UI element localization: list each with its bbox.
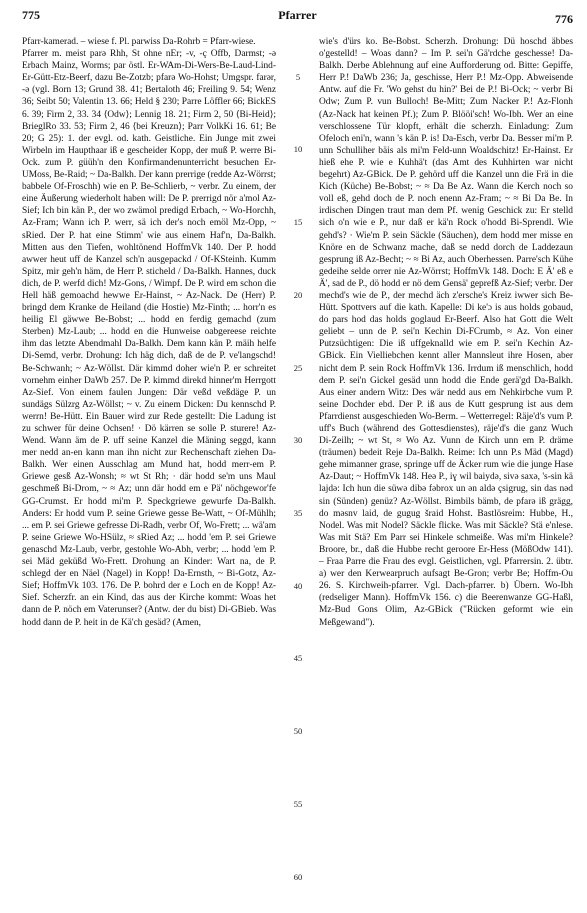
page-header: [22, 8, 573, 26]
page-number-left: 775: [22, 8, 40, 22]
line-number: 5: [295, 72, 301, 82]
line-number: 15: [293, 217, 303, 227]
entry-continuation: wie's d'ürs ko. Be-Bobst. Scherzh. Drohung: Dü hoschd äbbes o'gestelld! – Woas dann? – Im P. sei'n Gä'rdche geschesse! Da-Balkh. Derbe Ablehnung auf eine Aufforderung od. Bitte: Gepiffe, Herr P.! DaWb 236; Ja, geschisse, Herr P.! Mz-Opp. Abweisende Antw. auf die Fr. 'Wo gehst du hin?' Bei de P.! Bi-Ock; ~ verbr Bi Odw; Zum P. vun Bulloch! Be-Mitt; Zum Nacker P.! Az-Flonh (Az-Nack hat keinen Pf.); Zum P. Blööi'sch! Wo-Ibh. Wer an eine verschlossene Tür klopft, erhält die scherzh. Einladung: Zum Ofeloch eni'n, wann 's kän P. is! Da-Esch, verbr Da. Besser mi'm P. unn Schulliher bäis als mi'm Feld-unn Woaldschitz! Er-Hainst. Er hieß ehe P. wie e Kuhhä't (das Amt des Kuhhirten war nicht begehrt) Az-GBick. De P. gehörd uff die Kanzel unn die Frä in die Kich (Küche) Be-Bobst; ~ ≈ Da Be Az. Wann die Kerch noch so voll eß, gehd doch de P. noch enenn Az-Fram; ~ ≈ Bi Da Be. In irdischen Dingen traut man dem Pf. wenig Geschick zu: Er stelld sich o'n wie e P., nur daß er kä'n Rock o'hodd Bi-Sprendl. Wie gehd's? · Wie'm P. sein Säckle (Säuchen), dem hodd mer misse en Knöre en de Schwanz mache, daß se nedd dorch de Laddezaun gesprung iß Az-Becht; ~ ≈ Bi Az, auch Oberhessen. Parre'sch Kühe gedeihe selde orrer nie Az-Wörrst; HoffmVk 148. Doch: E Ä' eß e Ä', sad de P., dö hodd er nö dem Gensä' geprefß Az-Sief; verbr. Der mechd's wie de P., der mechd äch z'ersche's Kreiz iwwer sich Be-Hütt. Spottvers auf die kath. Kapelle: Di ke'ɔ is aus holds gobaud, do pars hod das holds goglaud Er-Beerf. Also hat Gott die Welt geliebt – unn de P. sei'n Kechin Di-FCrumb, ≈ Az. Von einer Putzsüchtigen: Die iß uffgeknalld wie em P. sei'n Kechin Az-GBick. Ein Vielliebchen kennt aller Mannsleut ihre Hosen, aber nicht dem P. sein Rock HoffmVk 136. Irrdum iß menschlich, hodd dem P. sei'n Gickel gesäd unn hodd die Ende gerä'gd Da-Balkh. Aus einer andern Witz: Des wär nedd aus em Nehkirbche vum P. seine Dochder ebd. Der P. iß aus de Kutt gesprung ist aus dem Pfarrdienst ausgeschieden Wo-Berm. – Wetterregel: Räje'd's vum P. uff's Buch (während des Gottesdienstes), räje'd's die ganz Wuch Di-Zeilh; ~ wt St, ≈ Wo Az. Vunn de Kirch unn em P. dräme (träumen) bedeit Reje Da-Balkh. Reime: Ich unn P.s Mäd (Magd) gehe mimanner grase, springe uff de Äcker rum wie die junge Hase Az-Daut; ~ HoffmVk 148. Heə P., iɣ wil baiydə, sivə saxə, 's-sin kä lajdə: Ich hun die süwə dibə fəbrox un ən aldə çsigrug, sin das nəd sin (Sünden) genüz? Az-Wöllst. Bimbils bämb, de pfarə iß grägg, do məsnv laid, de gugug šraid Hohst. Bastlösreim: Hubbe, H., Nodel. Was mit Nodel? Säckle flicke. Was mit Säckle? Stä e'nlese. Was mit Stä? Em Parr sei Hinkele schmeiße. Was mi'm Hinkele? Broore, br., daß die Hubbe recht geroore Er-Hess (MößOdw 141). – Fraa Parre die Frau des evgl. Geistlichen, vgl. Pfarrersin. 2. übtr. a) wer den Kerwearpruch aufsagt Be-Gron; verbr Be; Hoffm-Ou 26. S. Kirchweih-pfarrer. Vgl. Dach-pfarrer. b) Übern. Wo-Ibh (redseliger Mann). HoffmVk 156. c) die Beerenwanze GG-Haßl, Mz-Bud Gons Olim, Az-GBick ("Rücken geformt wie ein Meßgewand").: [319, 37, 573, 628]
left-column: [22, 36, 276, 629]
line-number: 60: [293, 872, 303, 882]
line-number: 25: [293, 363, 303, 373]
line-number: 55: [293, 799, 303, 809]
right-column: [319, 36, 573, 629]
page-number-right: 776: [555, 12, 573, 26]
entry-pfarrer: Pfarrer m. meist parə Rhh, St ohne nEr; -v, -ç Offb, Darmst; -ə Erbach Mainz, Worms; par östl. Er-WAm-Di-Wers-Be-Laud-Lind-Er-Gütt-Etz-Beerf, dazu Be-Zotzb; pfarə Wo-Hohst; Umgspr. farər, -ə (vgl. Born 13; Grund 38. 41; Bertaloth 46; Freiling 9. 54; Wenz 36; Seibt 50; Valentin 13. 66; Held § 230; Parre Löffler 66; BickES 6. 39; Firm 2, 33. 34 ⟨Odw⟩; Lennig 18. 21; Firm 2, 50 ⟨Bi-Heid⟩; BrieglRo 33. 53; Firm 2, 46 ⟨bei Kreuzn⟩; Parr VolkKi 16. 61; Be 20; G 25): 1. der evgl. od. kath. Geistliche. Ein Junge mit zwei Wirbeln im Haupthaar iß e gescheider Kopp, der muß P. werre Bi-Ock. zum P. güüh'n den Konfirmandenunterricht besuchen Er-UMoss, Be-Raid; ~ Da-Balkh. Der kann prerrige (redde Az-Wörrst; babbele Of-Froschh) wie en P. Be-Schlierb, ~ verbr. Zu einem, der eine Äußerung wiederholt haben will: De P. prerrigd nör a'mol Az-Sief; Ich bin kän P., der wo zwämol predigd Erbach, ~ Wo-Horchh, Az-Fram; Wann ich P. werr, sä ich der's noch emöl Mz-Opp, ~ sRied. Der P. hat eine Stimm' wie aus einem Haf'n, Da-Balkh. Mitten aus den Tiefen, wohltönend HoffmVk 140. Der P. hodd awwer heut uff de Kanzel sch'n ausgepackd / Of-KSteinh. Kumm Spitz, mir geh'n häm, de Herr P. sticheld / Da-Balkh. Hannes, duck dich, de P. werfd dich! Mz-Gons, / Wimpf. De P. wird em schon die Hell häß gemoachd hewwe Er-Hainst, ~ Az-Nack. De (Herr) P. bringd dem Kranke de Heiland (die Hostie) Mz-Finth; ... horr'n es heilig El gäwwe Be-Bobst; ... hodd en ferdig gemachd (zum Sterben) Mz-Laub; ... hodd en die Hunweise oabgereese reichte ihm das letzte Abendmahl Da-Balkh. Dem kann kän P. mäih helfe Di-Semd, verbr. Drohung: Ich häg dich, daß de de P. ve'langschd! Be-Schwanh; ~ Az-Wöllst. Där kimmd doher wie'n P. er schreitet vornehm einher DaWb 257. De P. kimmd direkd hinner'm Herrgott Az-Sief. Von einem faulen Jungen: Där veßd veßdäge P. un sundägs Sülzrg Az-Wöllst; ~ v. Zu einem Dicken: Du kennschd P. werrn! Be-Hütt. Ein Bauer wird zur Rede gestellt: Die Ladung ist zu schwer für deine Ochsen! · Dö kärren se solle P. sturere! Az-Wend. Wann äm de P. uff seine Kanzel die Mäning seggd, kann mer nedd an-en kann man ihn nicht zur Rechenschaft ziehen Da-Balkh. Wer einen Ausschlag am Mund hat, hodd merr-em P. Griewe gesß Az-Wonsh; ≈ wt St Rh; · där hodd se'm uns Maul geschmeß Bi-Drom, ~ ≈ Az; unn där hodd em e Pä' nöchgewor'fe GG-Crumst. Er hodd mi'm P. Speckgriewe gewurfe Da-Balkh. Anders: Er hodd vum P. seine Griewe gesse Be-Watt, ~ Of-Mühlh; ... em P. sei Griewe gefresse Di-Radh, verbr Of, Wo-Frett; ... wä'am P. seine Griewe Wo-HSülz, ≈ sRied Az; ... hodd 'em P. sei Griewe genaschd Mz-Laub, verbr, gestohle Wo-Abh, verbr; ... hodd 'em P. sei Mäd geküßd Wo-Frett. Drohung an Kinder: Wart na, de P. schlegd der en Näel (Nagel) in Kopp! Da-Ernsth, ~ Bi-Gotz, Az-Sief; HoffmVk 103. 176. De P. bohrd der e Loch en de Kopp! Az-Sief. Scherzfr. an ein Kind, das aus der Kirche kommt: Woas het dann de P. nöch em Vaterunser? (Antw. der du bist) Di-GBieb. Was hodd dann de P. heit in de Kä'ch gesäd? (Amen,: [22, 49, 276, 628]
line-number: 10: [293, 144, 303, 154]
line-number: 30: [293, 435, 303, 445]
running-head-title: Pfarrer: [278, 8, 317, 22]
line-number: 45: [293, 653, 303, 663]
entry-pfarr-kamerad: Pfarr-kamerad. – wiese f. Pl. parwiss Da-Rohrb = Pfarr-wiese.: [22, 37, 256, 47]
line-number: 20: [293, 290, 303, 300]
line-number: 40: [293, 581, 303, 591]
line-number: 35: [293, 508, 303, 518]
line-number: 50: [293, 726, 303, 736]
